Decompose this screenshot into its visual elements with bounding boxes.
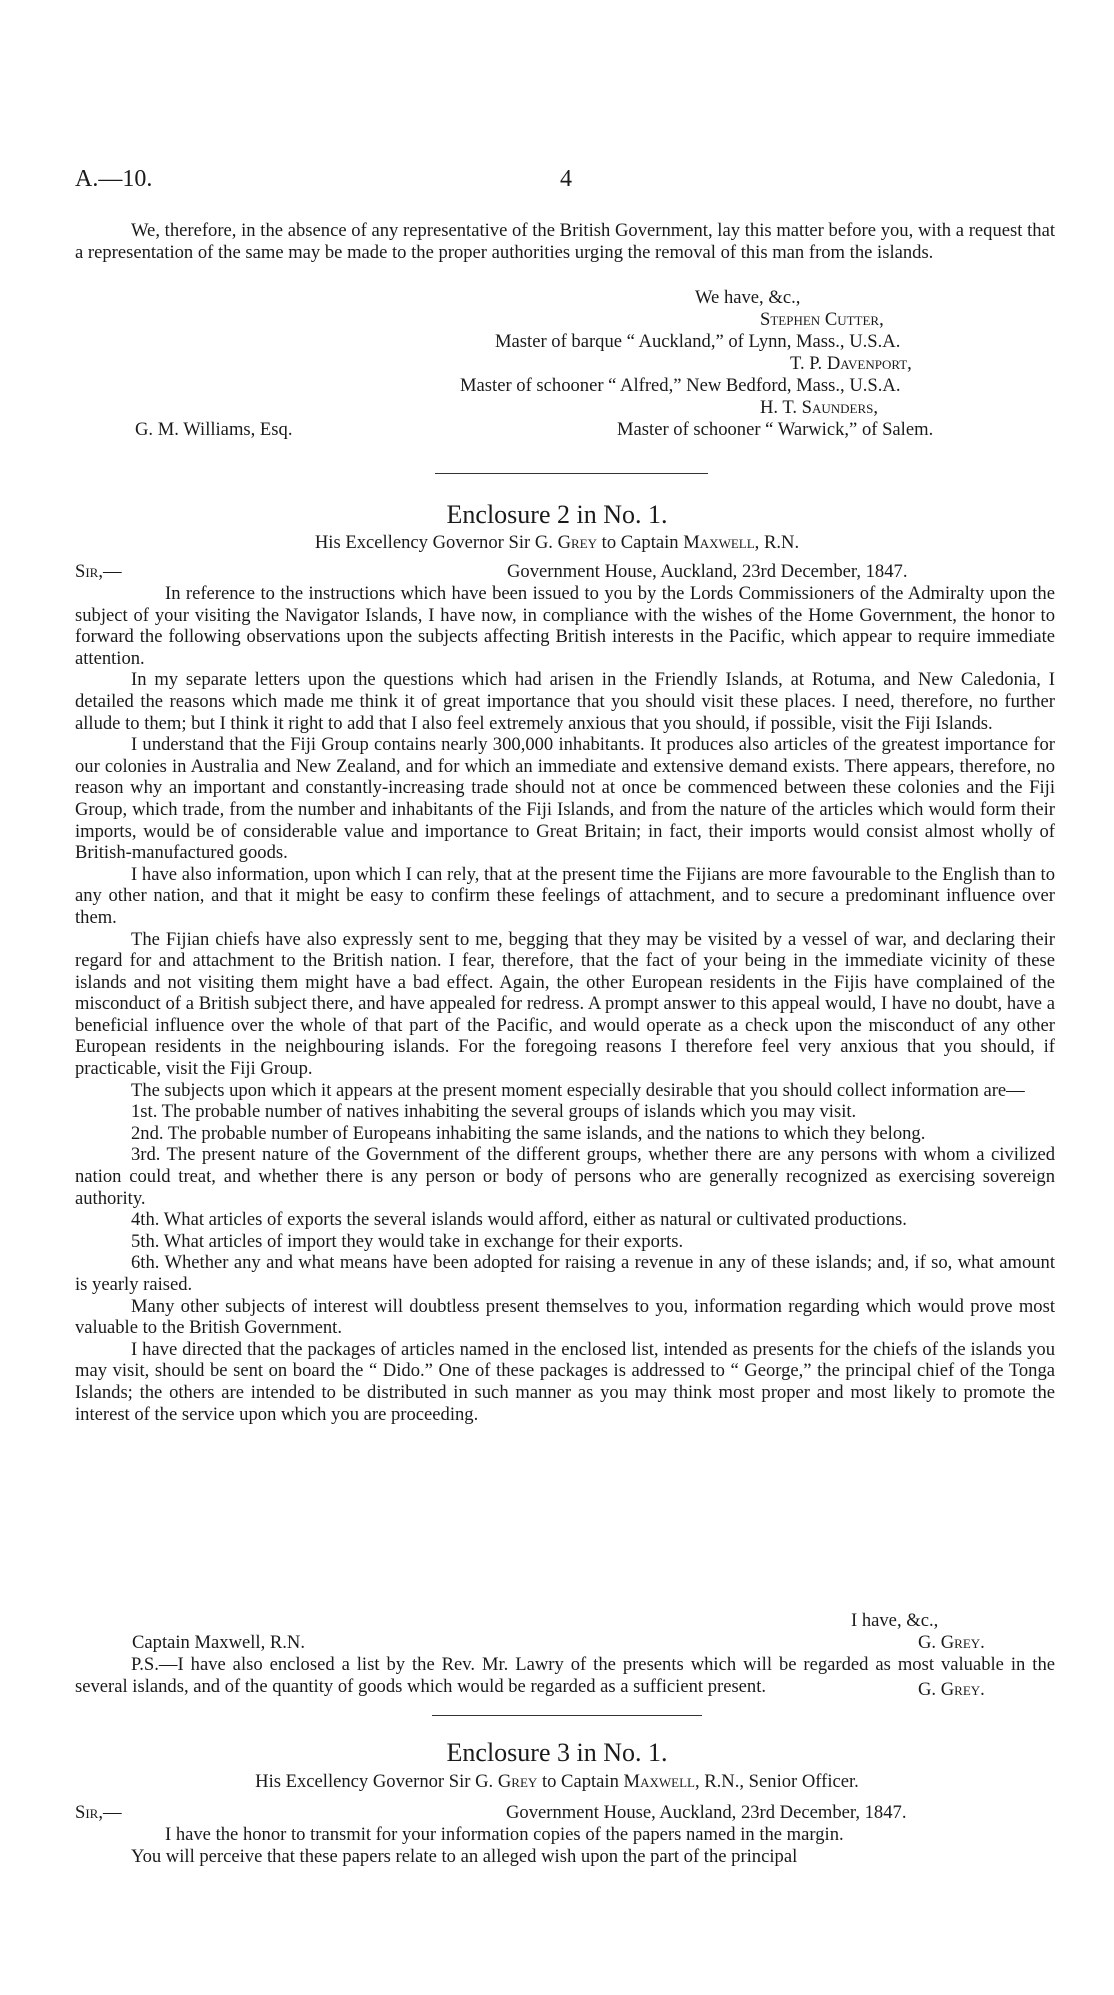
letter1-addressee: G. M. Williams, Esq. (135, 419, 293, 440)
body-paragraph: In reference to the instructions which have been issued to you by the Lords Commissioners of the Admiralty upon the subject of your visiting the Navigator Islands, I have now, in compliance with the wishes of the Home Government, the honor to forward the following observations upon the subjects affecting British interests in the Pacific, which appear to require immediate attention. (75, 583, 1055, 669)
body-paragraph: In my separate letters upon the questions which had arisen in the Friendly Islands, at Rotuma, and New Caledonia, I detailed the reasons which made me think it of great importance that you should visit these places. I need, therefore, no further allude to them; but I think it right to add that I also feel extremely anxious that you should, if possible, visit the Fiji Islands. (75, 669, 1055, 734)
body-paragraph: The subjects upon which it appears at the present moment especially desirable that you should collect information are— (131, 1079, 1025, 1101)
enclosure3-salutation: Sir,— (75, 1802, 122, 1823)
list-item: 3rd. The present nature of the Government of the different groups, whether there are any persons with whom a civilized nation could treat, and whether there is any person or body of persons who are generally recognized as exercising sovereign authority. (75, 1144, 1055, 1209)
signatory-title: Master of barque “ Auckland,” of Lynn, Mass., U.S.A. (495, 331, 901, 352)
signatory-name: H. T. Saunders, (760, 397, 879, 418)
enclosure3-from-to: His Excellency Governor Sir G. Grey to Captain Maxwell, R.N., Senior Officer. (255, 1771, 859, 1792)
signatory-title: Master of schooner “ Alfred,” New Bedford, Mass., U.S.A. (460, 375, 901, 396)
enclosure2-signature: G. Grey. (918, 1632, 985, 1653)
postscript: P.S.—I have also enclosed a list by the Rev. Mr. Lawry of the presents which will be regarded as most valuable in the several islands, and of the quantity of goods which would be regarded as a sufficient present. (75, 1654, 1055, 1697)
page-number: 4 (560, 166, 572, 192)
section-divider (435, 473, 708, 474)
enclosure2-body (75, 583, 1055, 1425)
body-paragraph: I have the honor to transmit for your information copies of the papers named in the margin. (165, 1824, 844, 1845)
document-reference: A.—10. (75, 166, 153, 192)
list-item: 4th. What articles of exports the several islands would afford, either as natural or cultivated productions. (131, 1209, 907, 1231)
enclosure2-dateline: Government House, Auckland, 23rd December, 1847. (507, 561, 908, 582)
letter1-body-block (75, 220, 1055, 263)
list-item: 1st. The probable number of natives inhabiting the several groups of islands which you may visit. (131, 1101, 857, 1123)
body-paragraph: I have also information, upon which I can rely, that at the present time the Fijians are more favourable to the English than to any other nation, and that it might be easy to confirm these feelings of attachment, and to secure a predominant influence over them. (75, 863, 1055, 928)
list-item: 5th. What articles of import they would take in exchange for their exports. (131, 1230, 684, 1252)
postscript-block (75, 1654, 1055, 1697)
enclosure3-body (75, 1824, 1055, 1867)
body-paragraph: I have directed that the packages of articles named in the enclosed list, intended as presents for the chiefs of the islands you may visit, should be sent on board the “ Dido.” One of these packages is addressed to “ George,” the principal chief of the Tonga Islands; the others are intended to be distributed in such manner as you may think most proper and most likely to promote the interest of the service upon which you are proceeding. (75, 1338, 1055, 1425)
enclosure2-heading: Enclosure 2 in No. 1. (446, 500, 668, 529)
letter1-body: We, therefore, in the absence of any representative of the British Government, lay this matter before you, with a request that a representation of the same may be made to the proper authorities urging the removal of this man from the islands. (75, 220, 1055, 263)
body-paragraph: You will perceive that these papers relate to an alleged wish upon the part of the principal (131, 1845, 798, 1867)
postscript-signature: G. Grey. (918, 1679, 985, 1700)
enclosure3-heading: Enclosure 3 in No. 1. (446, 1738, 668, 1767)
section-divider (432, 1715, 702, 1716)
signatory-name: T. P. Davenport, (790, 353, 912, 374)
enclosure2-from-to: His Excellency Governor Sir G. Grey to Captain Maxwell, R.N. (314, 532, 800, 553)
body-paragraph: Many other subjects of interest will doubtless present themselves to you, information regarding which would prove most valuable to the British Government. (75, 1295, 1055, 1339)
letter1-closing: We have, &c., (695, 287, 801, 308)
enclosure3-dateline: Government House, Auckland, 23rd December, 1847. (506, 1802, 907, 1823)
enclosure2-closing: I have, &c., (851, 1610, 939, 1631)
list-item: 6th. Whether any and what means have been adopted for raising a revenue in any of these islands; and, if so, what amount is yearly raised. (75, 1252, 1055, 1295)
enclosure2-salutation: Sir,— (75, 561, 122, 582)
body-paragraph: The Fijian chiefs have also expressly sent to me, begging that they may be visited by a vessel of war, and declaring their regard for and attachment to the British nation. I fear, therefore, that the fact of your being in the immediate vicinity of these islands and not visiting them might have a bad effect. Again, the other European residents in the Fijis have complained of the misconduct of a British subject there, and have appealed for redress. A prompt answer to this appeal would, I have no doubt, have a beneficial influence over the whole of that part of the Pacific, and would operate as a check upon the misconduct of any other European residents in the neighbouring islands. For the foregoing reasons I therefore feel very anxious that you should, if practicable, visit the Fiji Group. (75, 928, 1055, 1080)
signatory-name: Stephen Cutter, (760, 309, 884, 330)
body-paragraph: I understand that the Fiji Group contains nearly 300,000 inhabitants. It produces also articles of the greatest importance for our colonies in Australia and New Zealand, and for which an immediate and extensive demand exists. There appears, therefore, no reason why an important and constantly-increasing trade should not at once be commenced between these colonies and the Fiji Group, which trade, from the number and inhabitants of the Fiji Islands, and from the nature of the articles which would form their imports, would be of considerable value and importance to Great Britain; in fact, their imports would consist almost wholly of British-manufactured goods. (75, 734, 1055, 864)
signatory-title: Master of schooner “ Warwick,” of Salem. (617, 419, 934, 440)
enclosure2-addressee: Captain Maxwell, R.N. (132, 1632, 305, 1653)
list-item: 2nd. The probable number of Europeans inhabiting the same islands, and the nations to which they belong. (131, 1122, 926, 1144)
